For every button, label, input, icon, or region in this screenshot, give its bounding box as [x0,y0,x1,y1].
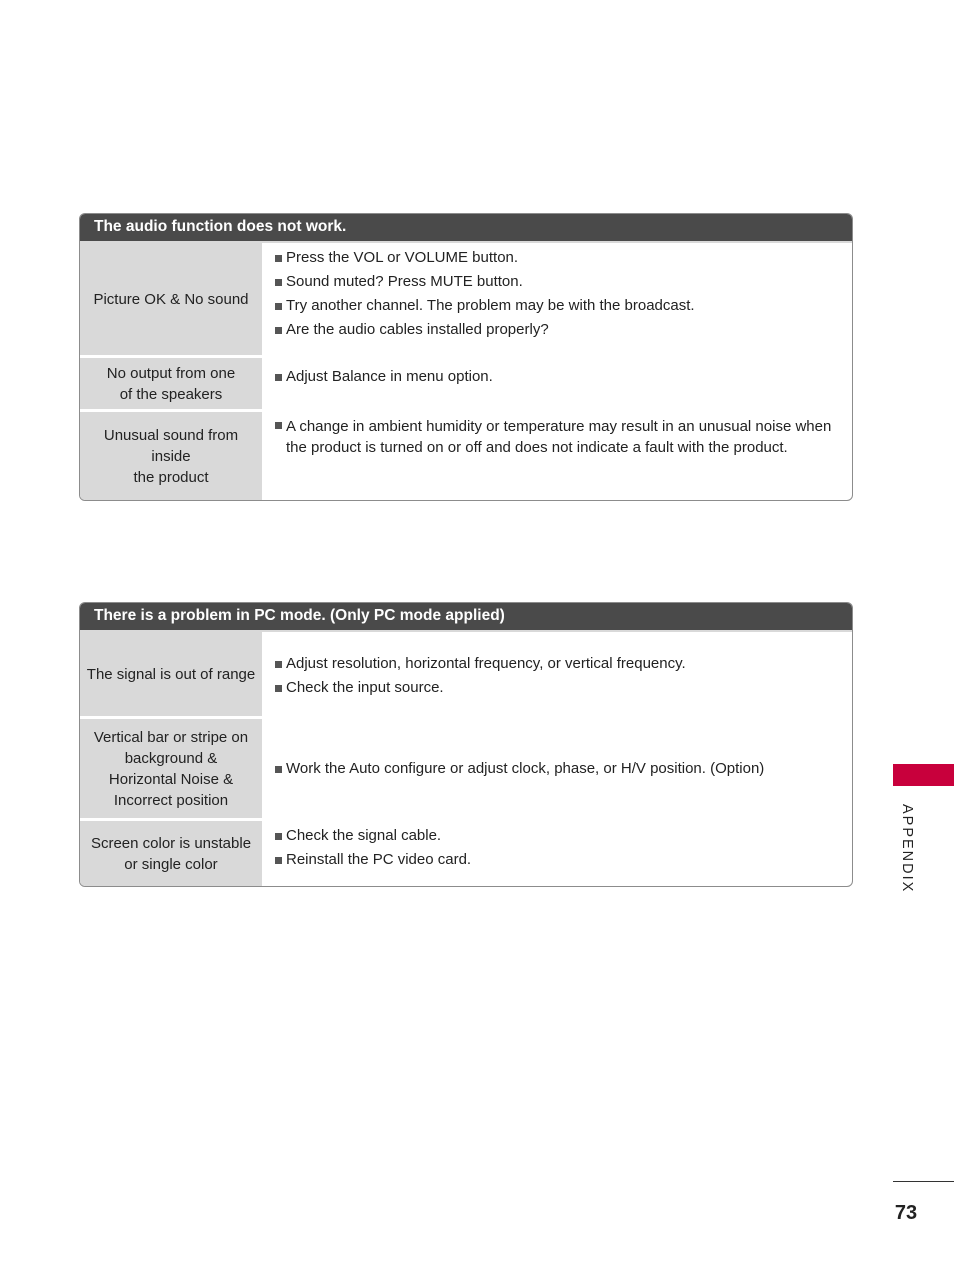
solution-item: Try another channel. The problem may be with the broadcast. [274,294,836,318]
table-row [80,409,852,500]
audio-troubleshooting-table [79,213,853,501]
solution-item: Reinstall the PC video card. [274,848,836,872]
table-header: The audio function does not work. [80,214,852,243]
pc-mode-troubleshooting-table [79,602,853,887]
solution-item: Sound muted? Press MUTE button. [274,270,836,294]
problem-cell: Unusual sound from inside the product [80,412,262,500]
table-row [80,355,852,409]
solution-item: Press the VOL or VOLUME button. [274,246,836,270]
page-number: 73 [894,1202,918,1224]
solution-item: Check the signal cable. [274,824,836,848]
table-header: There is a problem in PC mode. (Only PC mode applied) [80,603,852,632]
problem-cell: No output from one of the speakers [80,358,262,409]
solution-cell [262,632,852,716]
table-row [80,243,852,355]
solution-cell [262,243,852,355]
solution-cell [262,358,852,409]
section-label: APPENDIX [899,804,915,894]
solution-item: Adjust Balance in menu option. [274,365,836,389]
problem-cell: Screen color is unstable or single color [80,821,262,886]
solution-item: Work the Auto configure or adjust clock, phase, or H/V position. (Option) [274,757,764,781]
solution-item: A change in ambient humidity or temperature may result in an unusual noise when the product is turned on or off and does not indicate a fault with the product. [274,416,836,458]
problem-cell: Vertical bar or stripe on background & Horizontal Noise & Incorrect position [80,719,262,818]
table-row [80,818,852,886]
solution-item: Adjust resolution, horizontal frequency, or vertical frequency. [274,652,836,676]
solution-cell [262,719,852,818]
section-tab-marker [893,764,954,786]
solution-cell [262,821,852,886]
problem-cell: The signal is out of range [80,632,262,716]
solution-cell [262,412,852,500]
table-row [80,632,852,716]
solution-item: Are the audio cables installed properly? [274,318,836,342]
page-number-rule [893,1181,954,1182]
solution-item: Check the input source. [274,676,836,700]
problem-cell: Picture OK & No sound [80,243,262,355]
table-row [80,716,852,818]
